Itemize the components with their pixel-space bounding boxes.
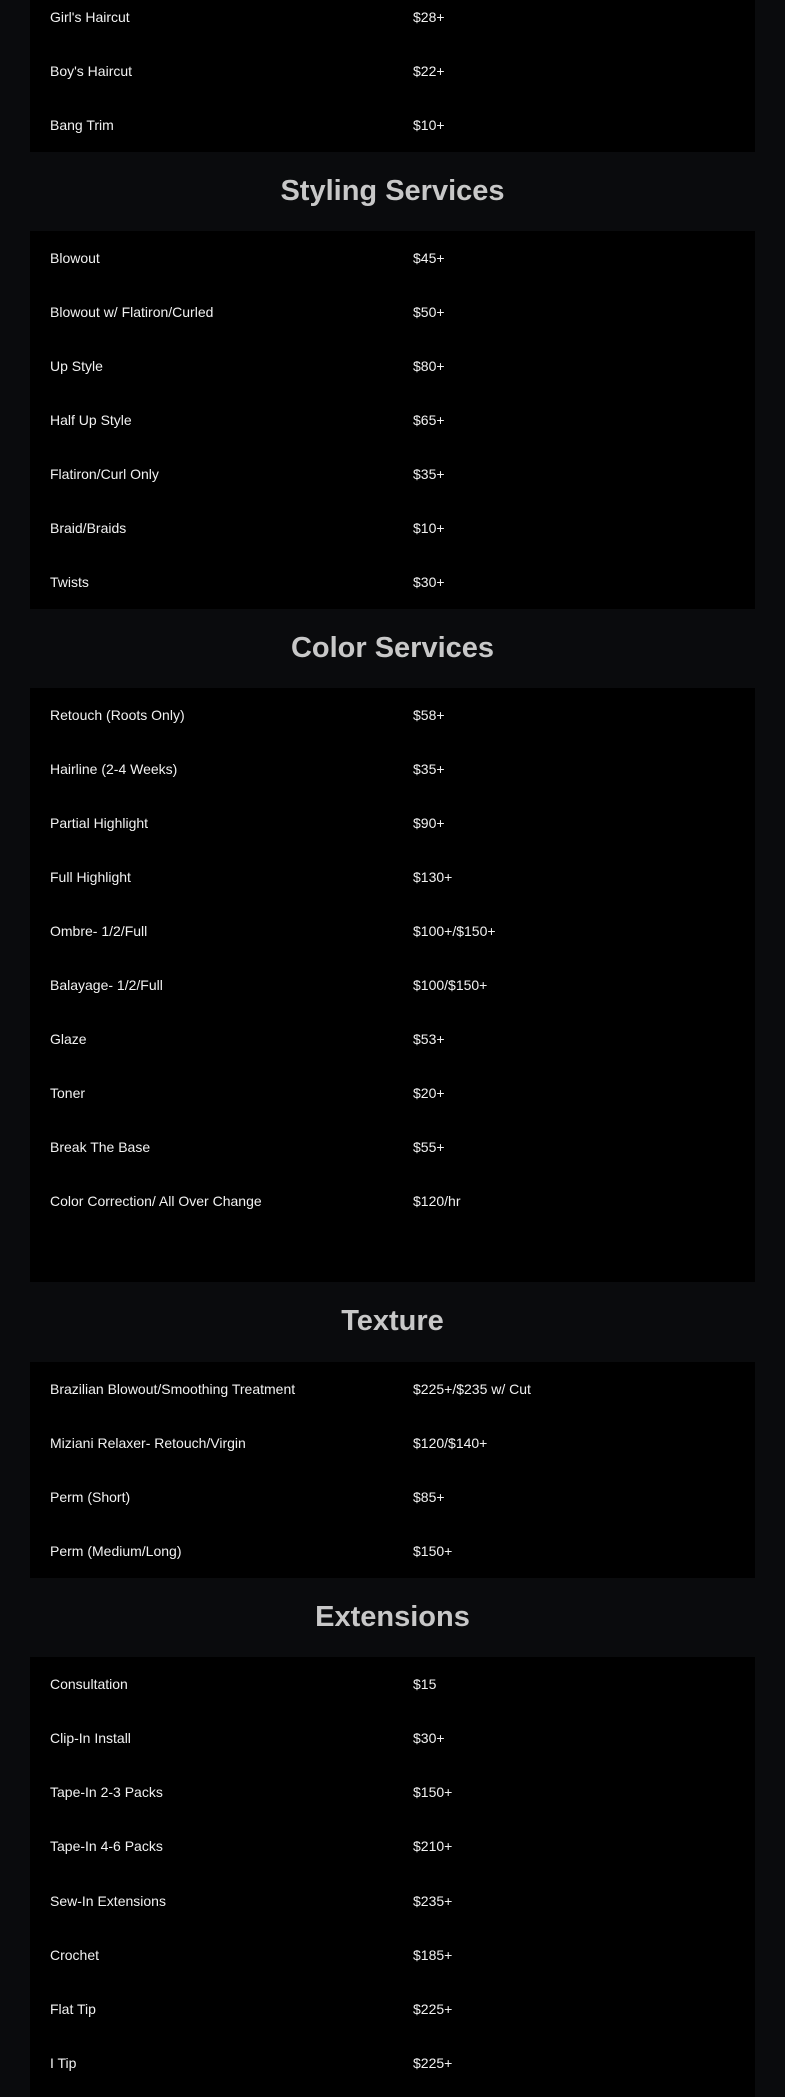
price-row [30,688,755,742]
service-price: $85+ [413,1489,445,1505]
price-row [30,904,755,958]
service-price: $120/$140+ [413,1435,488,1451]
service-price: $130+ [413,869,453,885]
service-name: Miziani Relaxer- Retouch/Virgin [50,1435,246,1451]
color-panel [30,688,755,1282]
price-row [30,1362,755,1416]
service-price: $53+ [413,1031,445,1047]
service-price: $35+ [413,466,445,482]
price-row [30,1819,755,1873]
price-row [30,958,755,1012]
price-row [30,231,755,285]
service-name: Girl's Haircut [50,9,130,25]
service-price: $10+ [413,117,445,133]
service-name: Bang Trim [50,117,114,133]
price-row [30,1470,755,1524]
service-name: Blowout [50,250,100,266]
price-row [30,1066,755,1120]
service-name: Crochet [50,1947,100,1963]
price-row [30,555,755,609]
service-name: Hairline (2-4 Weeks) [50,761,178,777]
price-row [30,0,755,44]
service-name: Blowout w/ Flatiron/Curled [50,304,214,320]
service-price: $210+ [413,1838,453,1854]
service-price: $28+ [413,9,445,25]
service-name: Sew-In Extensions [50,1893,166,1909]
service-price: $100+/$150+ [413,923,496,939]
price-row [30,1416,755,1470]
price-row [30,2036,755,2090]
price-row [30,393,755,447]
service-name: Consultation [50,1676,128,1692]
service-name: Retouch (Roots Only) [50,707,185,723]
section-title-styling: Styling Services [280,175,505,207]
service-price: $225+ [413,2001,453,2017]
section-title-extensions: Extensions [315,1601,470,1633]
service-name: Perm (Short) [50,1489,131,1505]
price-row [30,339,755,393]
service-price: $50+ [413,304,445,320]
section-title-texture: Texture [341,1305,444,1337]
service-price: $22+ [413,63,445,79]
service-price: $225+ [413,2055,453,2071]
service-name: I Tip [50,2055,77,2071]
service-price: $45+ [413,250,445,266]
price-row [30,447,755,501]
service-price: $225+/$235 w/ Cut [413,1381,531,1397]
service-price: $20+ [413,1085,445,1101]
service-price: $58+ [413,707,445,723]
price-row [30,44,755,98]
service-price: $80+ [413,358,445,374]
styling-panel [30,231,755,609]
haircuts-panel [30,0,755,152]
price-row [30,1928,755,1982]
service-name: Toner [50,1085,86,1101]
price-row [30,285,755,339]
price-row [30,1657,755,1711]
service-name: Boy's Haircut [50,63,133,79]
service-name: Glaze [50,1031,87,1047]
price-row [30,1982,755,2036]
service-price: $55+ [413,1139,445,1155]
price-row [30,1524,755,1578]
price-row [30,742,755,796]
service-name: Ombre- 1/2/Full [50,923,148,939]
service-name: Tape-In 4-6 Packs [50,1838,163,1854]
service-price: $150+ [413,1543,453,1559]
extensions-panel [30,1657,755,2097]
service-name: Perm (Medium/Long) [50,1543,182,1559]
price-row [30,1711,755,1765]
service-name: Brazilian Blowout/Smoothing Treatment [50,1381,296,1397]
service-price: $100/$150+ [413,977,488,993]
price-row [30,98,755,152]
service-name: Braid/Braids [50,520,127,536]
service-price: $185+ [413,1947,453,1963]
price-row [30,1012,755,1066]
service-name: Clip-In Install [50,1730,131,1746]
price-row [30,1874,755,1928]
texture-panel [30,1362,755,1578]
service-name: Partial Highlight [50,815,149,831]
service-price: $120/hr [413,1193,461,1209]
service-name: Flatiron/Curl Only [50,466,159,482]
service-name: Break The Base [50,1139,151,1155]
service-name: Up Style [50,358,103,374]
service-price: $235+ [413,1893,453,1909]
price-row [30,501,755,555]
price-row [30,1120,755,1174]
price-row [30,1174,755,1228]
service-price: $35+ [413,761,445,777]
service-name: Half Up Style [50,412,132,428]
section-title-color: Color Services [290,632,495,664]
service-price: $15 [413,1676,437,1692]
service-name: Balayage- 1/2/Full [50,977,163,993]
price-row [30,1765,755,1819]
service-name: Flat Tip [50,2001,96,2017]
service-name: Color Correction/ All Over Change [50,1193,262,1209]
service-price: $10+ [413,520,445,536]
service-name: Full Highlight [50,869,131,885]
price-row [30,796,755,850]
service-name: Twists [50,574,89,590]
service-price: $90+ [413,815,445,831]
service-name: Tape-In 2-3 Packs [50,1784,163,1800]
service-price: $30+ [413,574,445,590]
service-price: $30+ [413,1730,445,1746]
service-price: $150+ [413,1784,453,1800]
price-row [30,850,755,904]
service-price: $65+ [413,412,445,428]
